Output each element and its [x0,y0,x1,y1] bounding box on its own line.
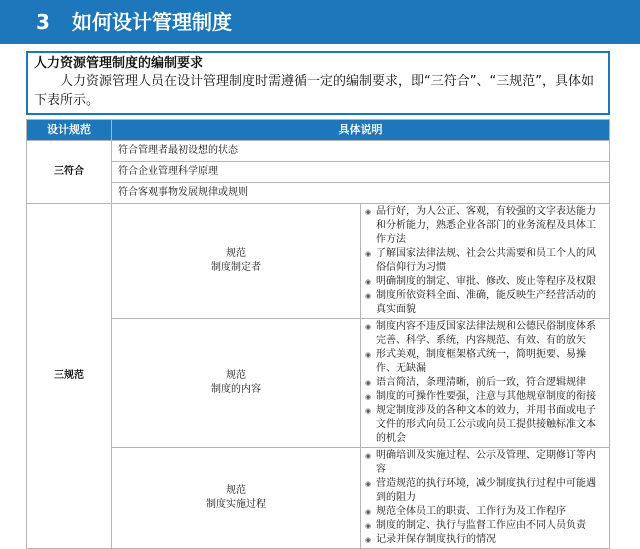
list-item: ◉ 形式美观，制度框架格式统一，简明扼要、易操作、无缺漏 [365,348,605,376]
sub-label-content: 规范 制度的内容 [112,319,361,448]
col-header-desc: 具体说明 [112,120,610,141]
sanfuhe-item: 符合企业管理科学原理 [112,162,610,183]
bullet-list-content [361,319,610,448]
list-item: ◉ 了解国家法律法规、社会公共需要和员工个人的风俗信仰行为习惯 [365,247,605,275]
bullet-list-process [361,448,610,549]
list-item: ◉ 规范全体员工的职责、工作行为及工作程序 [365,505,605,519]
category-sanguifan: 三规范 [27,204,112,549]
list-item: ◉ 明确制度的制定、审批、修改、废止等程序及权限 [365,275,605,289]
table-row [27,448,610,549]
bullet-list-maker [361,204,610,319]
table-row [27,162,610,183]
table-row [27,183,610,204]
list-item: ◉ 制度的制定、执行与监督工作应由不同人员负责 [365,519,605,533]
requirement-box [26,51,610,115]
sub-label-maker: 规范 制度制定者 [112,204,361,319]
sub-label-process: 规范 制度实施过程 [112,448,361,549]
list-item: ◉ 明确培训及实施过程、公示及管理、定期修订等内容 [365,449,605,477]
col-header-spec: 设计规范 [27,120,112,141]
list-item: ◉ 营造规范的执行环境，减少制度执行过程中可能遇到的阻力 [365,477,605,505]
list-item: ◉ 规定制度涉及的各种文本的效力，并用书面或电子文件的形式向员工公示或向员工提供接触标准文本的机会 [365,404,605,446]
table-row [27,319,610,448]
list-item: ◉ 语言简洁，条理清晰，前后一致，符合逻辑规律 [365,376,605,390]
list-item: ◉ 品行好，为人公正、客观，有较强的文字表达能力和分析能力，熟悉企业各部门的业务流程及具体工作方法 [365,205,605,247]
section-title: 如何设计管理制度 [72,10,232,34]
sanfuhe-item: 符合客观事物发展规律或规则 [112,183,610,204]
table-header-row [27,120,610,141]
requirement-body: 人力资源管理人员在设计管理制度时需遵循一定的编制要求，即“三符合”、“三规范”，具体如下表所示。 [34,74,594,108]
list-item: ◉ 制度的可操作性要强，注意与其他规章制度的衔接 [365,390,605,404]
list-item: ◉ 记录并保存制度执行的情况 [365,533,605,547]
sanfuhe-item: 符合管理者最初设想的状态 [112,141,610,162]
table-row [27,141,610,162]
spec-table [26,119,610,549]
section-number: 3 [36,10,50,34]
category-sanfuhe: 三符合 [27,141,112,204]
requirement-title: 人力资源管理制度的编制要求 [34,56,204,71]
list-item: ◉ 制度内容不违反国家法律法规和公德民俗制度体系完善、科学、系统，内容规范、有效、有的放矢 [365,320,605,348]
table-row [27,204,610,319]
list-item: ◉ 制度所依资料全面、准确，能反映生产经营活动的真实面貌 [365,289,605,317]
section-header [0,0,640,44]
